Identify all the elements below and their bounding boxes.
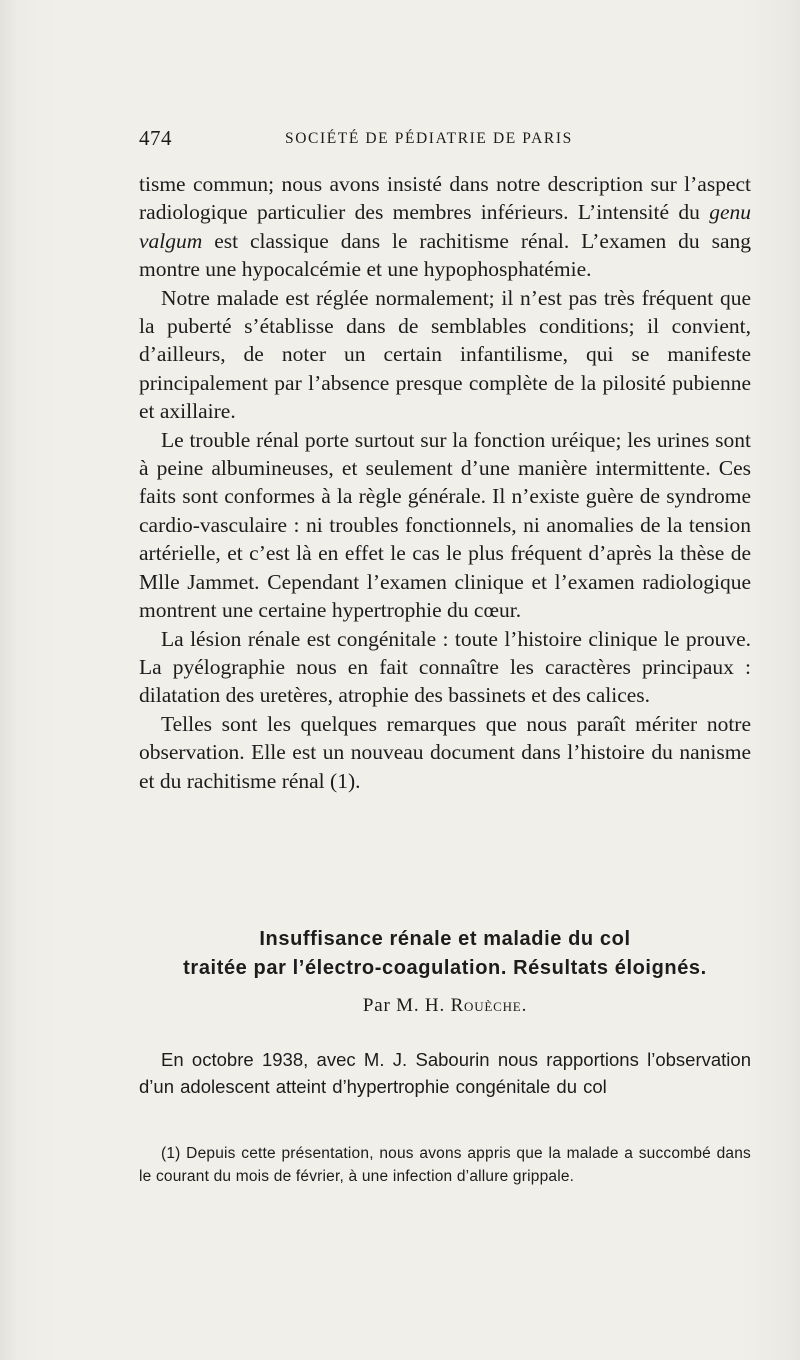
page-header xyxy=(139,126,751,156)
paragraph-remarks: Telles sont les quelques remarques que nous paraît mériter notre observation. Elle est un nouveau document dans l’histoire du nanisme et du rachitisme rénal (1). xyxy=(139,711,751,793)
article-title-line: traitée par l’électro-coagulation. Résultats éloignés. xyxy=(183,957,707,979)
page-number: 474 xyxy=(139,126,172,150)
article-title-line: Insuffisance rénale et maladie du col xyxy=(259,928,631,950)
intro-paragraph: En octobre 1938, avec M. J. Sabourin nous rapportions l’observation d’un adolescent atteint d’hypertrophie congénitale du col xyxy=(139,1049,751,1097)
article-author xyxy=(139,995,751,1017)
footnote: (1) Depuis cette présentation, nous avons appris que la malade a succombé dans le courant du mois de février, à une infection d’allure grippale. xyxy=(139,1144,751,1185)
author-name: Rouèche xyxy=(450,995,522,1016)
paragraph-text: est classique dans le rachitisme rénal. L’examen du sang montre une hypocalcémie et une hypophosphatémie. xyxy=(139,228,751,282)
article-title xyxy=(139,925,751,983)
paragraph-continued xyxy=(139,170,751,284)
article-intro xyxy=(139,1046,751,1100)
author-suffix: . xyxy=(521,995,528,1016)
paragraph-congenital-lesion: La lésion rénale est congénitale : toute l’histoire clinique le prouve. La pyélographie nous en fait connaître les caractères principaux : dilatation des uretères, atrophie des bassinets et des calices. xyxy=(139,626,751,708)
paragraph-text: tisme commun; nous avons insisté dans notre description sur l’aspect radiologique particulier des membres inférieurs. L’intensité du xyxy=(139,172,751,225)
paragraph-puberty: Notre malade est réglée normalement; il n’est pas très fréquent que la puberté s’établisse dans de semblables conditions; il convient, d’ailleurs, de noter un certain infantilisme, qui se manifeste principalement par l’absence presque complète de la pilosité pubienne et axillaire. xyxy=(139,285,751,424)
author-prefix: Par M. H. xyxy=(362,995,451,1016)
italic-term: genu valgum xyxy=(139,200,751,253)
running-title: SOCIÉTÉ DE PÉDIATRIE DE PARIS xyxy=(285,130,573,147)
body-text xyxy=(139,170,751,795)
paragraph-renal-trouble: Le trouble rénal porte surtout sur la fonction uréique; les urines sont à peine albumineuses, et seulement d’une manière intermittente. Ces faits sont conformes à la règle générale. Il n’existe guère de syndrome cardio-vasculaire : ni troubles fonctionnels, ni anomalies de la tension artérielle, et c’est là en effet le cas le plus fréquent d’après la thèse de Mlle Jammet. Cependant l’examen clinique et l’examen radiologique montrent une certaine hypertrophie du cœur. xyxy=(139,427,751,623)
